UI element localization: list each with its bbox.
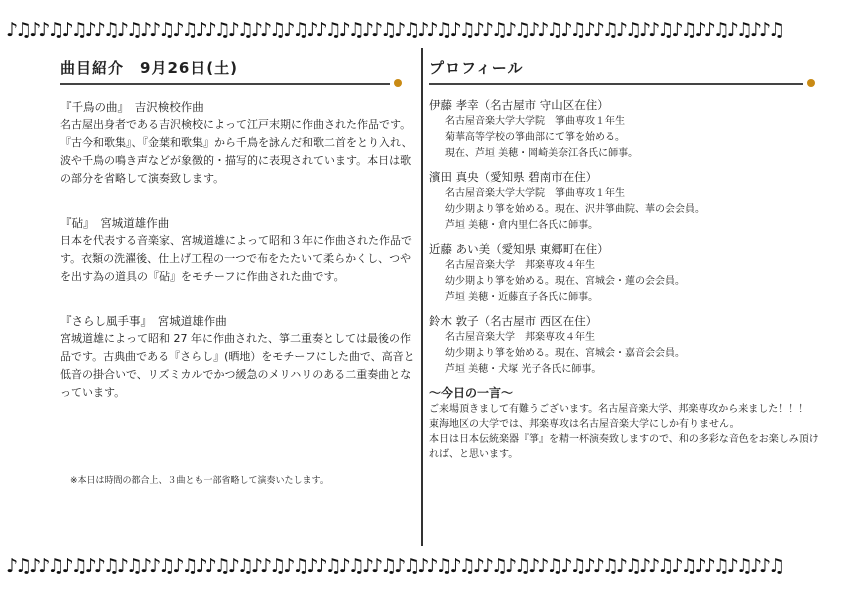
person-detail: 現在、芦垣 美穂・岡崎美奈江各氏に師事。 — [445, 148, 639, 159]
piece-description: 日本を代表する音楽家、宮城道雄によって昭和３年に作曲された作品です。衣類の洗濯後、仕上げ工程の一つで布をたたいて柔らかくし、つやを出す為の道具の『砧』をモチーフに作曲された曲です。 — [60, 234, 412, 283]
profile-entry — [429, 240, 824, 306]
piece-sarashi — [60, 312, 415, 402]
heading-dot-icon — [394, 79, 402, 87]
piece-title: 『千鳥の曲』 吉沢検校作曲 — [60, 100, 204, 114]
person-detail: 名古屋音楽大学大学院 箏曲専攻１年生 — [445, 116, 625, 127]
program-note: ※本日は時間の都合上、３曲とも一部省略して演奏いたします。 — [70, 476, 329, 486]
music-note-border-bottom: ♪♫♪♪♫♪♫♪♪♫♪♫♪♪♫♪♫♪♪♫♪♫♪♪♫♪♫♪♪♫♪♫♪♪♫♪♫♪♪♫♪♫♪♪♫♪♫♪♪♫♪♫♪♪♫♪♫♪♪♫♪♫♪♪♫♪♫♪♪♫ — [6, 555, 783, 577]
person-detail: 芦垣 美穂・犬塚 光子各氏に師事。 — [445, 364, 602, 375]
person-detail: 名古屋音楽大学大学院 箏曲専攻１年生 — [445, 188, 625, 199]
profile-heading-text: プロフィール — [429, 59, 524, 77]
person-name: 近藤 あい美（愛知県 東郷町在住） — [429, 242, 609, 256]
piece-title: 『砧』 宮城道雄作曲 — [60, 216, 170, 230]
heading-underline — [60, 83, 390, 85]
person-name: 伊藤 孝幸（名古屋市 守山区在住） — [429, 98, 609, 112]
profile-entry — [429, 168, 824, 234]
person-name: 濱田 真央（愛知県 碧南市在住） — [429, 170, 598, 184]
today-message: ご来場頂きまして有難うございます。名古屋音楽大学、邦楽専攻から来ました！！！ — [429, 404, 809, 415]
piece-chidori — [60, 98, 415, 188]
profile-entry — [429, 312, 824, 378]
today-message: 本日は日本伝統楽器『箏』を精一杯演奏致しますので、和の多彩な音色をお楽しみ頂ければ、と思います。 — [429, 434, 819, 460]
person-detail: 芦垣 美穂・倉内里仁各氏に師事。 — [445, 220, 599, 231]
column-divider — [421, 48, 423, 546]
person-detail: 名古屋音楽大学 邦楽専攻４年生 — [445, 260, 595, 271]
piece-title: 『さらし風手事』 宮城道雄作曲 — [60, 314, 227, 328]
today-heading: ～今日の一言～ — [429, 386, 514, 400]
music-note-border-top: ♪♫♪♪♫♪♫♪♪♫♪♫♪♪♫♪♫♪♪♫♪♫♪♪♫♪♫♪♪♫♪♫♪♪♫♪♫♪♪♫♪♫♪♪♫♪♫♪♪♫♪♫♪♪♫♪♫♪♪♫♪♫♪♪♫♪♫♪♪♫ — [6, 19, 783, 41]
profile-column — [429, 54, 824, 462]
person-detail: 幼少期より箏を始める。現在、宮城会・嘉音会会員。 — [445, 348, 685, 359]
person-detail: 幼少期より箏を始める。現在、沢井箏曲院、華の会会員。 — [445, 204, 705, 215]
program-heading-text: 曲目紹介 9月26日(土) — [60, 59, 239, 77]
person-detail: 幼少期より箏を始める。現在、宮城会・蓮の会会員。 — [445, 276, 685, 287]
person-detail: 芦垣 美穂・近藤直子各氏に師事。 — [445, 292, 599, 303]
today-message: 東海地区の大学では、邦楽専攻は名古屋音楽大学にしか有りません。 — [429, 419, 740, 430]
heading-underline — [429, 83, 803, 85]
piece-description: 宮城道雄によって昭和 27 年に作曲された、箏二重奏としては最後の作品です。古典曲である『さらし』(晒地）をモチーフにした曲で、高音と低音の掛合いで、リズミカルでかつ緩急のメリハリのある二重奏曲となっています。 — [60, 332, 415, 399]
program-heading — [60, 54, 415, 90]
piece-kinuta — [60, 214, 415, 286]
person-detail: 名古屋音楽大学 邦楽専攻４年生 — [445, 332, 595, 343]
profile-heading — [429, 54, 824, 90]
heading-dot-icon — [807, 79, 815, 87]
person-name: 鈴木 敦子（名古屋市 西区在住） — [429, 314, 598, 328]
profile-entry — [429, 96, 824, 162]
program-column — [60, 54, 415, 486]
piece-description: 名古屋出身者である吉沢検校によって江戸末期に作曲された作品です。『古今和歌集』、『金葉和歌集』から千鳥を詠んだ和歌二首をとり入れ、波や千鳥の鳴き声などが象徴的・描写的に表現されています。本日は歌の部分を省略して演奏致します。 — [60, 118, 413, 185]
person-detail: 菊華高等学校の箏曲部にて箏を始める。 — [445, 132, 625, 143]
